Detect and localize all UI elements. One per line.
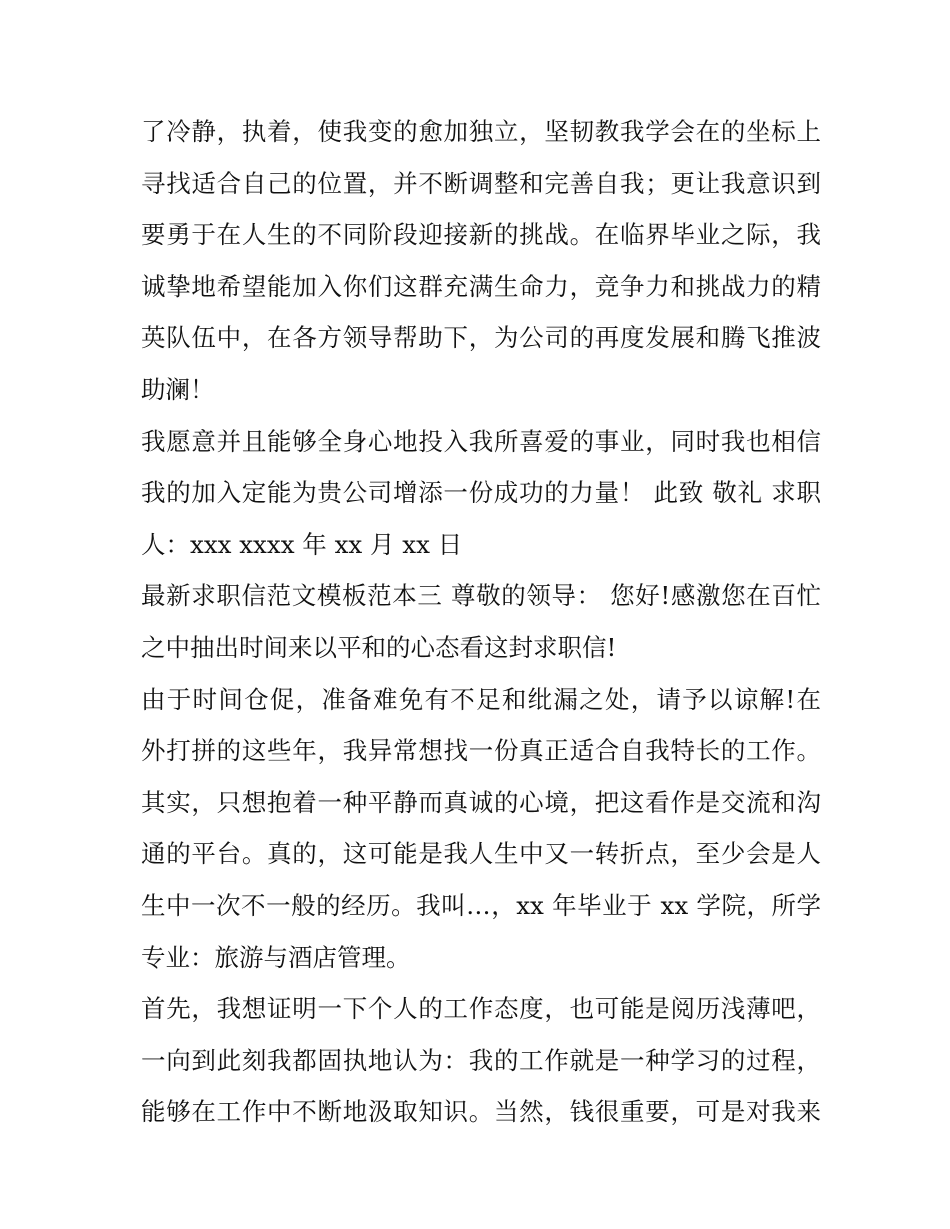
text-line-4: 诚挚地希望能加入你们这群充满生命力，竞争力和挑战力的精 xyxy=(141,271,821,301)
text-line-2: 寻找适合自己的位置，并不断调整和完善自我；更让我意识到 xyxy=(141,168,821,198)
text-line-1: 了冷静，执着，使我变的愈加独立，坚韧教我学会在的坐标上 xyxy=(141,117,821,146)
text-line-5: 英队伍中，在各方领导帮助下，为公司的再度发展和腾飞推波 xyxy=(141,323,821,353)
text-line-9: 人：xxx xxxx 年 xx 月 xx 日 xyxy=(141,529,463,559)
text-line-19: 一向到此刻我都固执地认为：我的工作就是一种学习的过程， xyxy=(141,1045,821,1075)
text-line-16: 生中一次不一般的经历。我叫…，xx 年毕业于 xx 学院，所学 xyxy=(141,890,821,920)
text-line-14: 其实，只想抱着一种平静而真诚的心境，把这看作是交流和沟 xyxy=(141,787,821,817)
text-line-13: 外打拼的这些年，我异常想找一份真正适合自我特长的工作。 xyxy=(141,736,821,766)
document-text xyxy=(141,106,821,1138)
text-line-17: 专业：旅游与酒店管理。 xyxy=(141,942,411,972)
text-line-20: 能够在工作中不断地汲取知识。当然，钱很重要，可是对我来 xyxy=(141,1097,821,1127)
text-line-15: 通的平台。真的，这可能是我人生中又一转折点，至少会是人 xyxy=(141,839,821,869)
text-line-8: 我的加入定能为贵公司增添一份成功的力量！ 此致 敬礼 求职 xyxy=(141,478,821,508)
text-line-10: 最新求职信范文模板范本三 尊敬的领导： 您好!感激您在百忙 xyxy=(141,581,821,611)
text-line-11: 之中抽出时间来以平和的心态看这封求职信! xyxy=(141,632,617,662)
text-line-18: 首先，我想证明一下个人的工作态度，也可能是阅历浅薄吧， xyxy=(141,994,821,1024)
text-line-3: 要勇于在人生的不同阶段迎接新的挑战。在临界毕业之际，我 xyxy=(141,220,821,250)
text-line-12: 由于时间仓促，准备难免有不足和纰漏之处，请予以谅解!在 xyxy=(141,684,821,714)
text-line-6: 助澜！ xyxy=(141,374,215,404)
text-line-7: 我愿意并且能够全身心地投入我所喜爱的事业，同时我也相信 xyxy=(141,426,821,456)
